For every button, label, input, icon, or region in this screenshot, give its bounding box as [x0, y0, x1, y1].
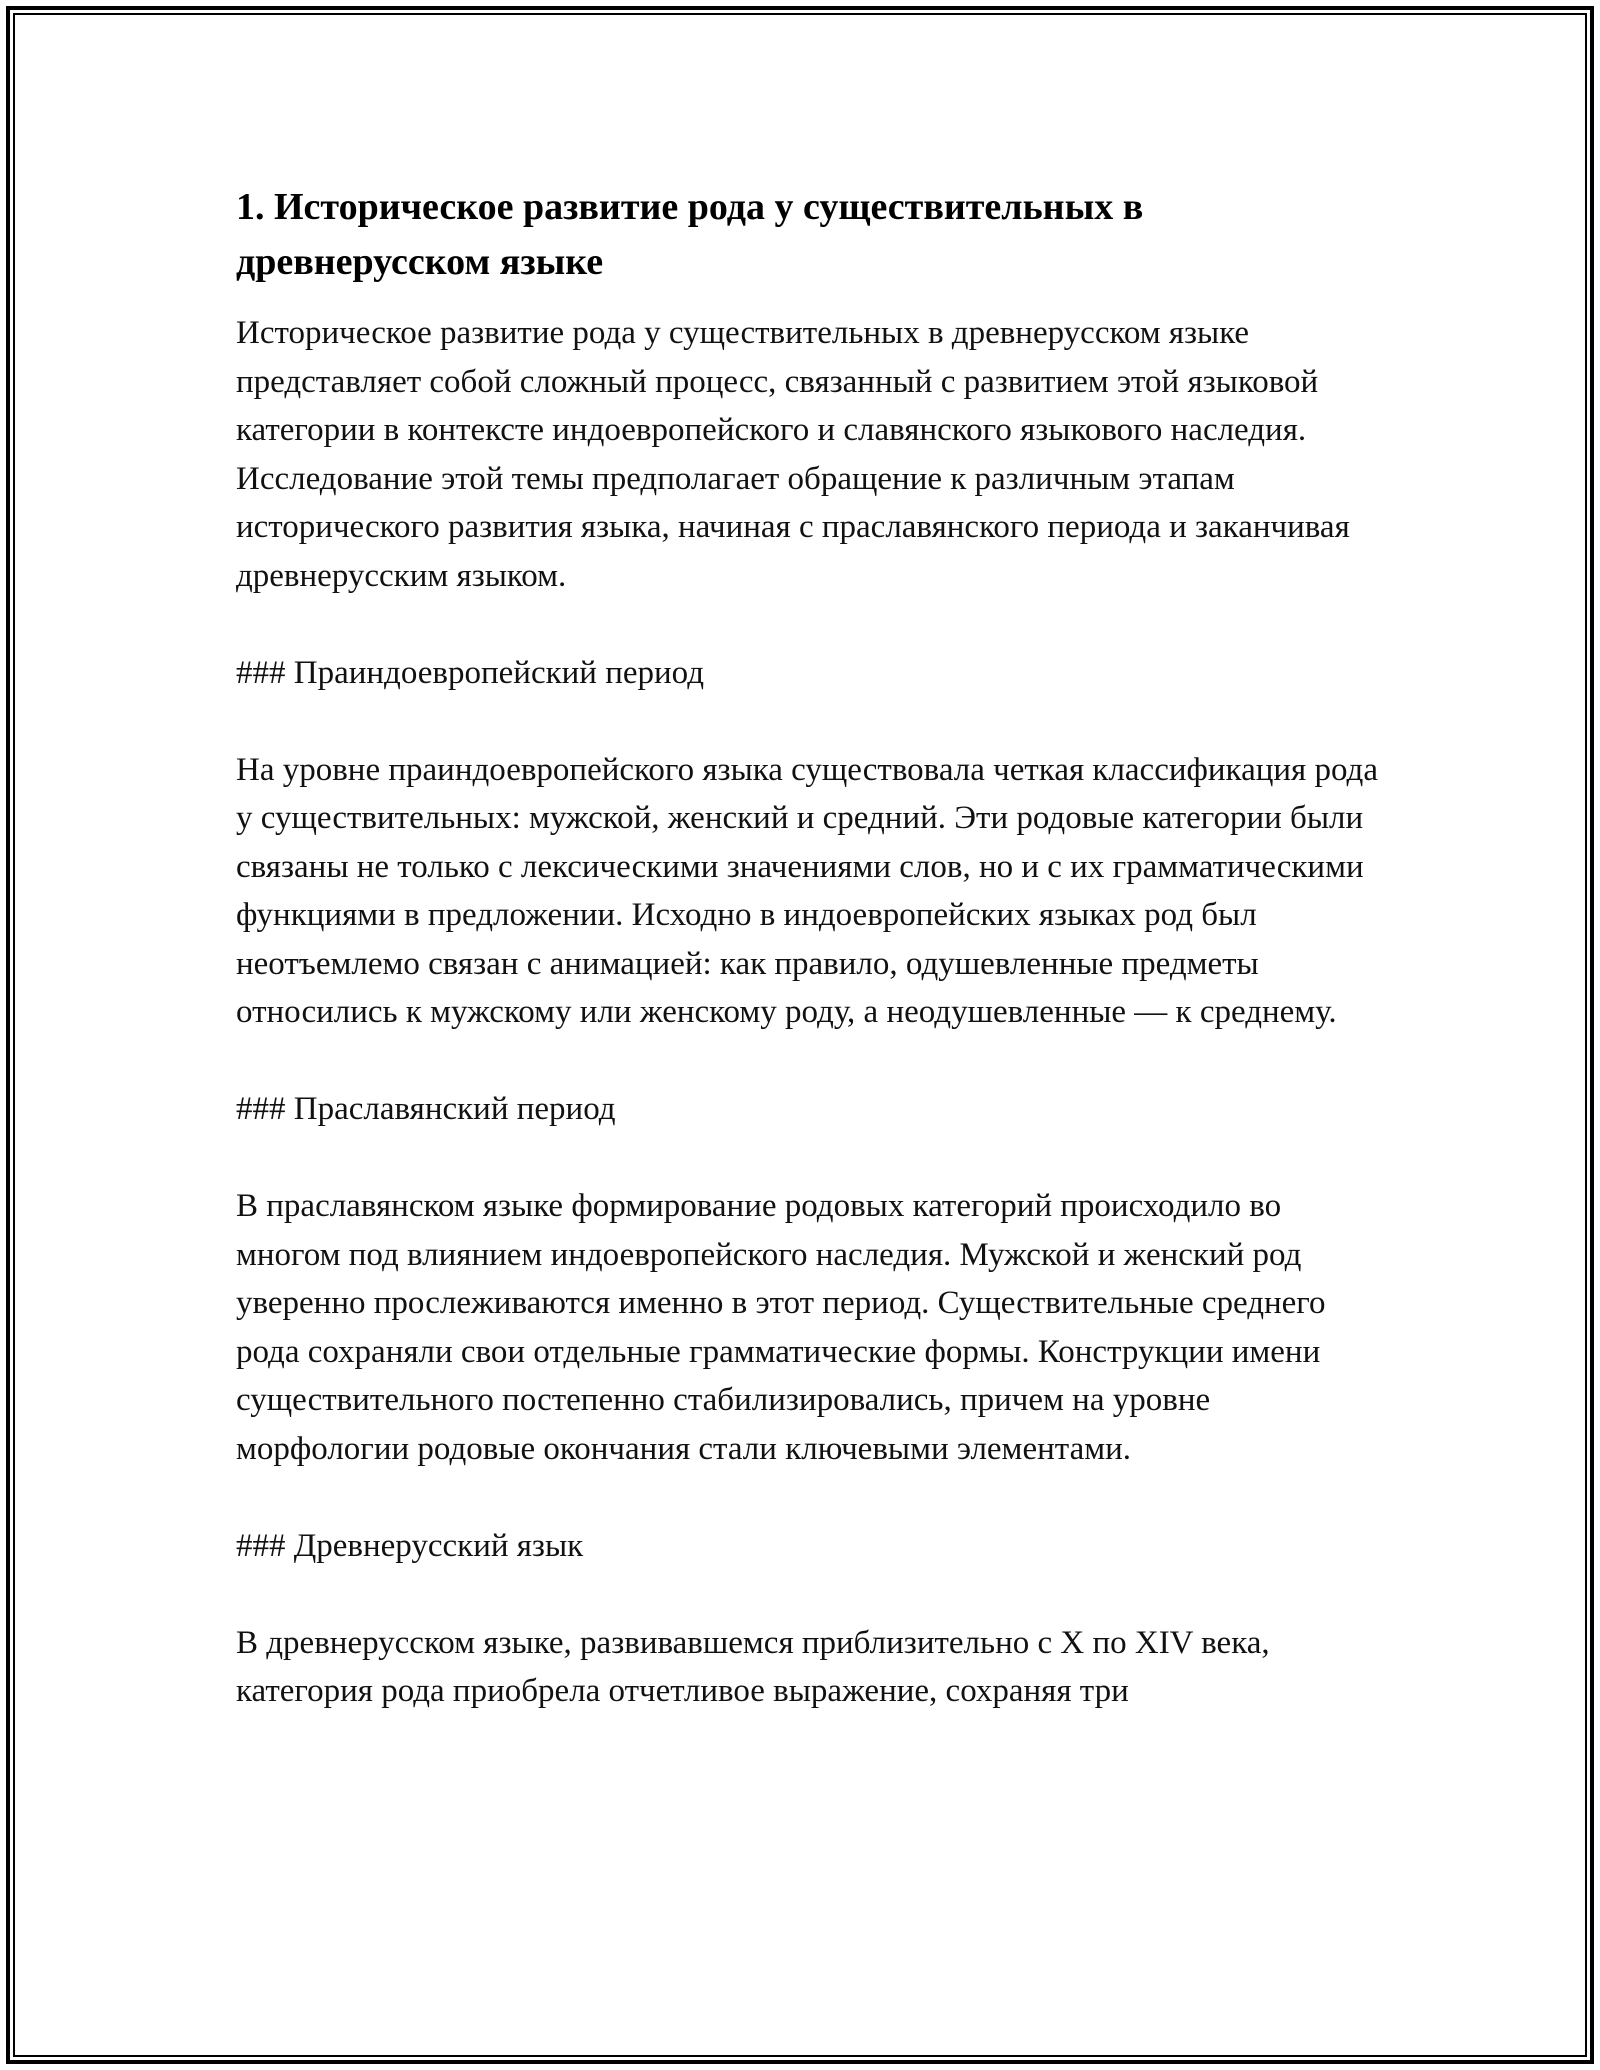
- spacer: [236, 1473, 1386, 1522]
- paragraph-old-russian: В древнерусском языке, развивавшемся приблизительно с X по XIV века, категория рода приобрела отчетливое выражение, сохраняя три: [236, 1624, 1270, 1709]
- subheading-old-russian: ### Древнерусский язык: [236, 1527, 584, 1564]
- spacer: [236, 1134, 1386, 1183]
- spacer: [236, 697, 1386, 746]
- paragraph-proto-indo-european: На уровне праиндоевропейского языка существовала четкая классификация рода у существительных: мужской, женский и средний. Эти родовые категории были связаны не только с лексическими значениями слов, но и с их грамматическими функциями в предложении. Исходно в индоевропейских языках род был неотъемлемо связан с анимацией: как правило, одушевленные предметы относились к мужскому или женскому роду, а неодушевленные — к среднему.: [236, 751, 1378, 1030]
- intro-paragraph: Историческое развитие рода у существительных в древнерусском языке представляет собой сложный процесс, связанный с развитием этой языковой категории в контексте индоевропейского и славянского языкового наследия. Исследование этой темы предполагает обращение к различным этапам исторического развития языка, начиная с праславянского периода и заканчивая древнерусским языком.: [236, 315, 1350, 594]
- document-body: [236, 180, 1386, 1716]
- subheading-proto-slavic: ### Праславянский период: [236, 1091, 616, 1127]
- section-title: 1. Историческое развитие рода у существительных в древнерусском языке: [236, 186, 1144, 283]
- paragraph-proto-slavic: В праславянском языке формирование родовых категорий происходило во многом под влиянием индоевропейского наследия. Мужской и женский род уверенно прослеживаются именно в этот период. Существительные среднего рода сохраняли свои отдельные грамматические формы. Конструкции имени существительного постепенно стабилизировались, причем на уровне морфологии родовые окончания стали ключевыми элементами.: [236, 1188, 1326, 1467]
- spacer: [236, 1037, 1386, 1086]
- spacer: [236, 600, 1386, 649]
- subheading-proto-indo-european: ### Праиндоевропейский период: [236, 654, 704, 691]
- spacer: [236, 1570, 1386, 1619]
